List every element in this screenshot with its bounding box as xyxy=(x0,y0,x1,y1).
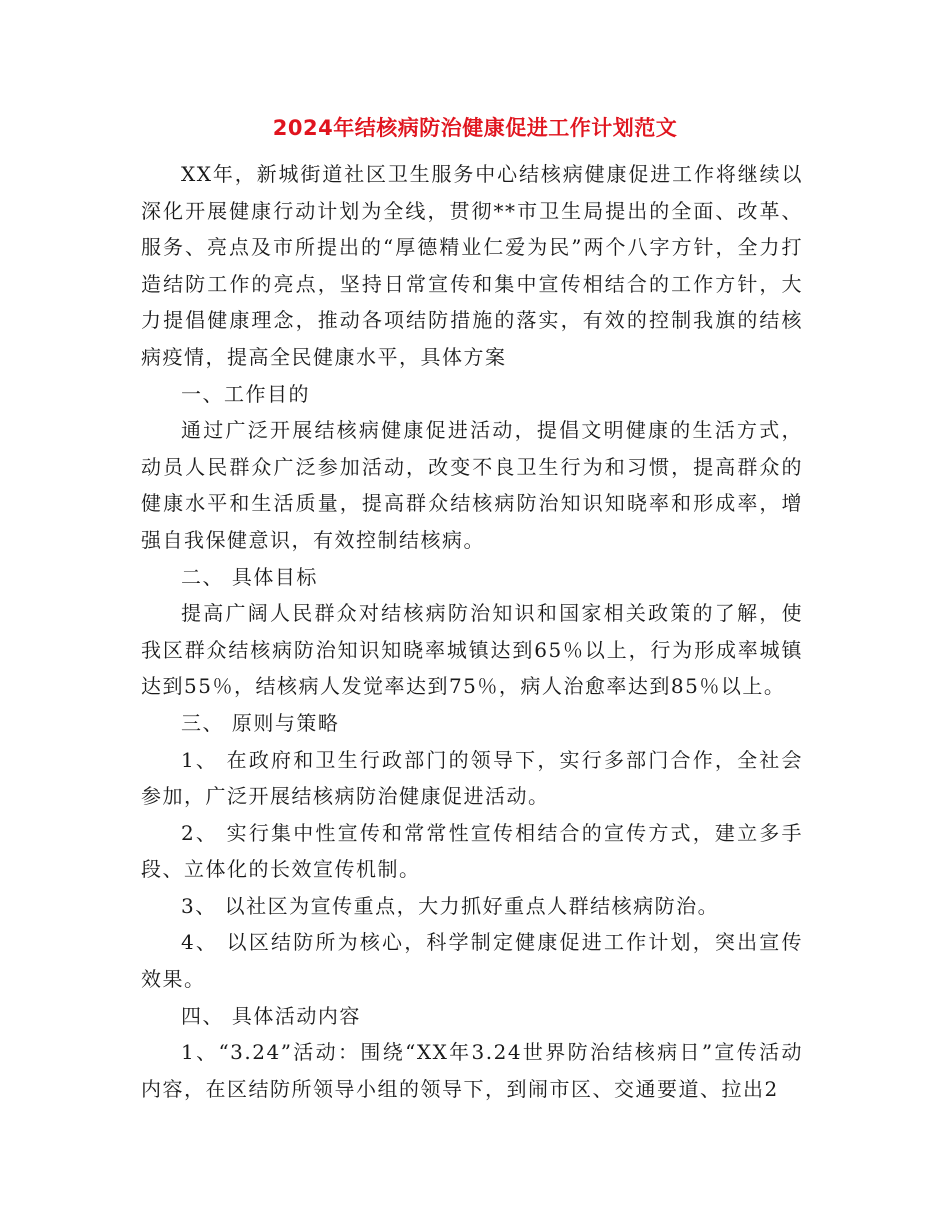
intro-paragraph: XX年，新城街道社区卫生服务中心结核病健康促进工作将继续以深化开展健康行动计划为全线，贯彻**市卫生局提出的全面、改革、服务、亮点及市所提出的“厚德精业仁爱为民”两个八字方针，全力打造结防工作的亮点，坚持日常宣传和集中宣传相结合的工作方针，大力提倡健康理念，推动各项结防措施的落实，有效的控制我旗的结核病疫情，提高全民健康水平，具体方案 xyxy=(141,162,803,369)
section-heading-purpose: 一、工作目的 xyxy=(181,381,310,406)
principle-item-4: 4、 以区结防所为核心，科学制定健康促进工作计划，突出宣传效果。 xyxy=(141,930,803,992)
principle-item-3: 3、 以社区为宣传重点，大力抓好重点人群结核病防治。 xyxy=(181,893,720,918)
activity-item-1: 1、“3.24”活动：围绕“XX年3.24世界防治结核病日”宣传活动内容，在区结防所领导小组的领导下，到闹市区、交通要道、拉出2 xyxy=(141,1040,803,1101)
principle-item-2: 2、 实行集中性宣传和常常性宣传相结合的宣传方式，建立多手段、立体化的长效宣传机制。 xyxy=(141,820,803,882)
purpose-paragraph: 通过广泛开展结核病健康促进活动，提倡文明健康的生活方式，动员人民群众广泛参加活动，改变不良卫生行为和习惯，提高群众的健康水平和生活质量，提高群众结核病防治知识知晓率和形成率，增强自我保健意识，有效控制结核病。 xyxy=(141,418,803,552)
document-body xyxy=(141,156,803,1107)
section-heading-principles: 三、 原则与策略 xyxy=(181,710,340,735)
goals-paragraph: 提高广阔人民群众对结核病防治知识和国家相关政策的了解，使我区群众结核病防治知识知晓率城镇达到65％以上，行为形成率城镇达到55％，结核病人发觉率达到75％，病人治愈率达到85％以上。 xyxy=(141,601,803,699)
principle-item-1: 1、 在政府和卫生行政部门的领导下，实行多部门合作，全社会参加，广泛开展结核病防治健康促进活动。 xyxy=(141,747,803,809)
section-heading-goals: 二、 具体目标 xyxy=(181,564,318,589)
section-heading-activities: 四、 具体活动内容 xyxy=(181,1003,361,1028)
document-title: 2024年结核病防治健康促进工作计划范文 xyxy=(272,116,678,140)
